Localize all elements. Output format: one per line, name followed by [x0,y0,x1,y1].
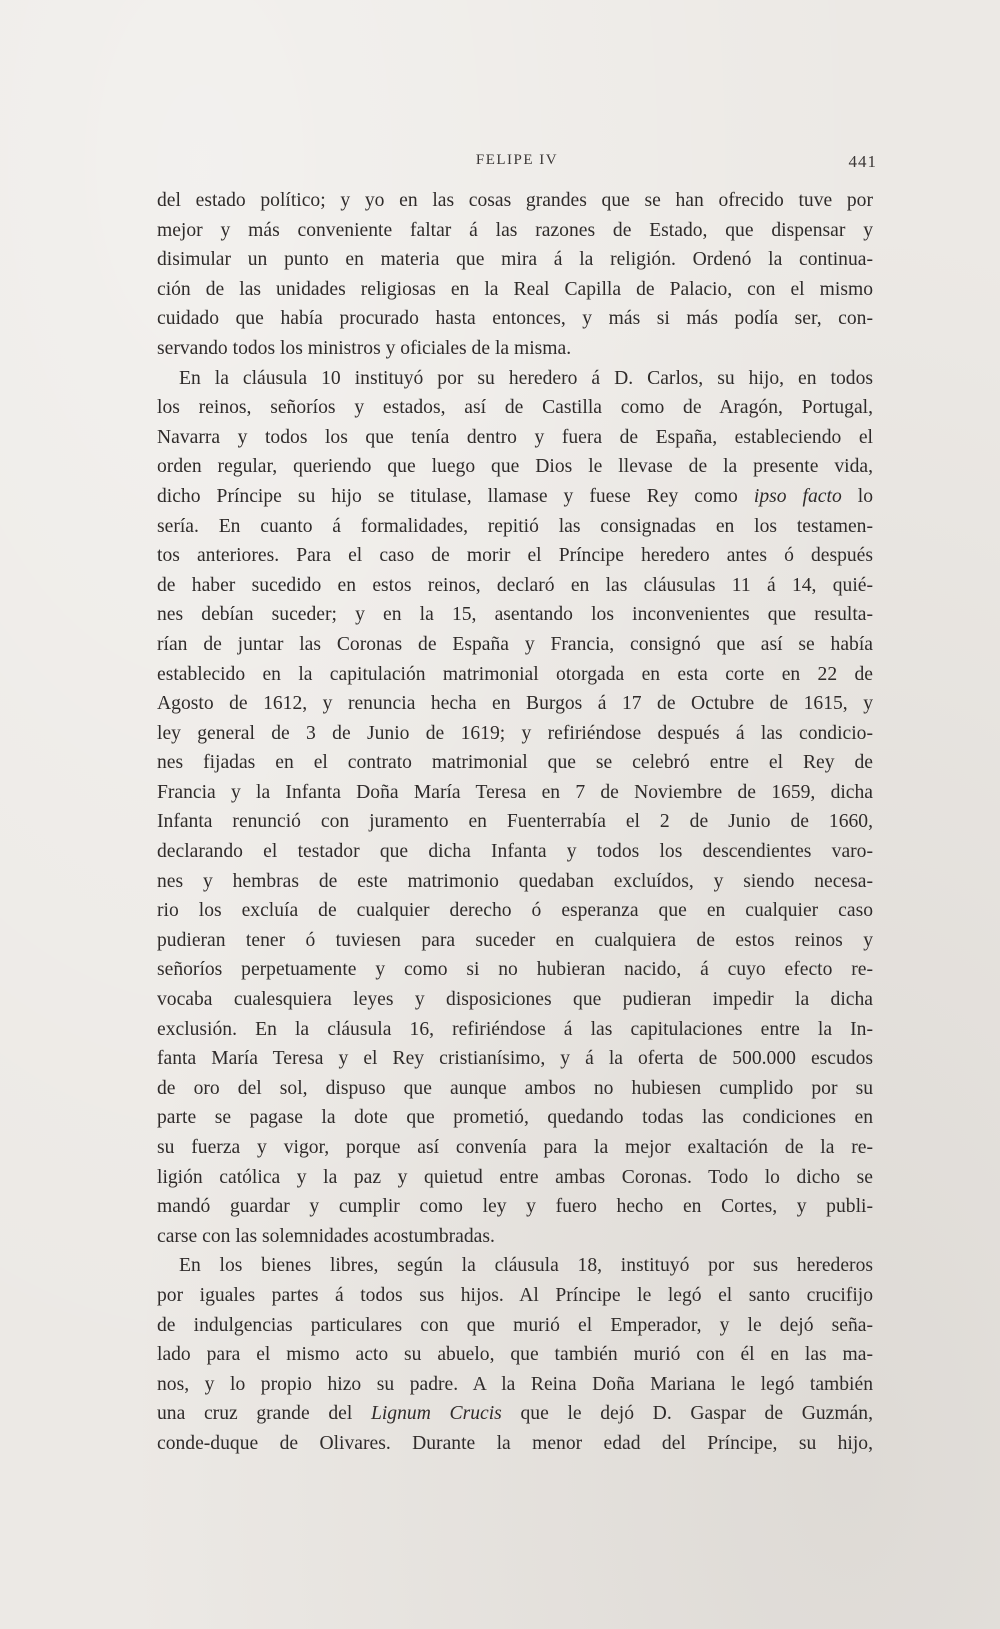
running-title: FELIPE IV [475,152,559,168]
text-line: conde-duque de Olivares. Durante la menor edad del Príncipe, su hijo, [157,1432,873,1454]
text-line: lado para el mismo acto su abuelo, que también murió con él en las ma- [157,1344,873,1366]
text-line: Agosto de 1612, y renuncia hecha en Burgos á 17 de Octubre de 1615, y [157,693,873,715]
text-line: por iguales partes á todos sus hijos. Al Príncipe le legó el santo crucifijo [157,1284,873,1306]
italic-text: ipso facto [753,485,842,507]
text-line: disimular un punto en materia que mira á la religión. Ordenó la continua- [157,249,873,271]
text-line: señoríos perpetuamente y como si no hubieran nacido, á cuyo efecto re- [157,959,873,981]
text-line: cuidado que había procurado hasta entonces, y más si más podía ser, con- [157,308,873,330]
text-line: rían de juntar las Coronas de España y Francia, consignó que así se había [157,633,873,655]
text-line: mandó guardar y cumplir como ley y fuero hecho en Cortes, y publi- [157,1196,873,1218]
text-line: parte se pagase la dote que prometió, quedando todas las condiciones en [157,1107,873,1129]
text-line: tos anteriores. Para el caso de morir el Príncipe heredero antes ó después [157,545,873,567]
text-line: declarando el testador que dicha Infanta y todos los descendientes varo- [157,841,873,863]
text-segment: una cruz grande del [157,1403,371,1425]
text-line: del estado político; y yo en las cosas grandes que se han ofrecido tuve por [157,190,873,211]
text-line: nos, y lo propio hizo su padre. A la Reina Doña Mariana le legó también [157,1373,873,1395]
text-line: los reinos, señoríos y estados, así de Castilla como de Aragón, Portugal, [157,397,873,419]
text-line: Navarra y todos los que tenía dentro y fuera de España, estableciendo el [157,426,873,448]
text-line: carse con las solemnidades acostumbradas. [157,1225,495,1247]
text-line: pudieran tener ó tuviesen para suceder en cualquiera de estos reinos y [157,929,873,951]
text-line: nes y hembras de este matrimonio quedaban excluídos, y siendo necesa- [157,870,873,892]
text-line: ligión católica y la paz y quietud entre ambas Coronas. Todo lo dicho se [157,1166,873,1188]
text-line: establecido en la capitulación matrimonial otorgada en esta corte en 22 de [157,663,873,685]
running-head [157,152,877,176]
text-line: de haber sucedido en estos reinos, declaró en las cláusulas 11 á 14, quié- [157,574,873,596]
text-line: de oro del sol, dispuso que aunque ambos no hubiesen cumplido por su [157,1077,873,1099]
text-line: rio los excluía de cualquier derecho ó esperanza que en cualquier caso [157,900,873,922]
text-segment: dicho Príncipe su hijo se titulase, llamase y fuese Rey como [157,485,754,507]
italic-text: Lignum Crucis [370,1403,502,1425]
text-line: ción de las unidades religiosas en la Real Capilla de Palacio, con el mismo [157,278,873,300]
text-line: mejor y más conveniente faltar á las razones de Estado, que dispensar y [157,219,873,241]
text-line [157,482,873,512]
text-line: nes debían suceder; y en la 15, asentando los inconvenientes que resulta- [157,604,873,626]
text-line: ley general de 3 de Junio de 1619; y refiriéndose después á las condicio- [157,722,873,744]
page-number: 441 [848,152,877,171]
text-line [157,1399,873,1429]
text-line: En la cláusula 10 instituyó por su heredero á D. Carlos, su hijo, en todos [179,367,873,389]
text-line: nes fijadas en el contrato matrimonial que se celebró entre el Rey de [157,752,873,774]
text-line: En los bienes libres, según la cláusula 18, instituyó por sus herederos [179,1255,873,1277]
text-segment: que le dejó D. Gaspar de Guzmán, [501,1403,874,1425]
text-line: exclusión. En la cláusula 16, refiriéndose á las capitulaciones entre la In- [157,1018,873,1040]
text-line: Francia y la Infanta Doña María Teresa en 7 de Noviembre de 1659, dicha [157,781,873,803]
text-line: de indulgencias particulares con que murió el Emperador, y le dejó seña- [157,1314,873,1336]
text-segment: lo [841,485,874,507]
text-line: su fuerza y vigor, porque así convenía para la mejor exaltación de la re- [157,1137,873,1158]
text-line: vocaba cualesquiera leyes y disposiciones que pudieran impedir la dicha [157,989,873,1011]
text-line: fanta María Teresa y el Rey cristianísimo, y á la oferta de 500.000 escudos [157,1048,873,1070]
text-line: servando todos los ministros y oficiales de la misma. [157,337,572,359]
text-line: sería. En cuanto á formalidades, repitió las consignadas en los testamen- [157,515,873,537]
text-line: Infanta renunció con juramento en Fuenterrabía el 2 de Junio de 1660, [157,811,873,833]
body-text [157,186,873,1459]
text-line: orden regular, queriendo que luego que Dios le llevase de la presente vida, [157,456,873,478]
